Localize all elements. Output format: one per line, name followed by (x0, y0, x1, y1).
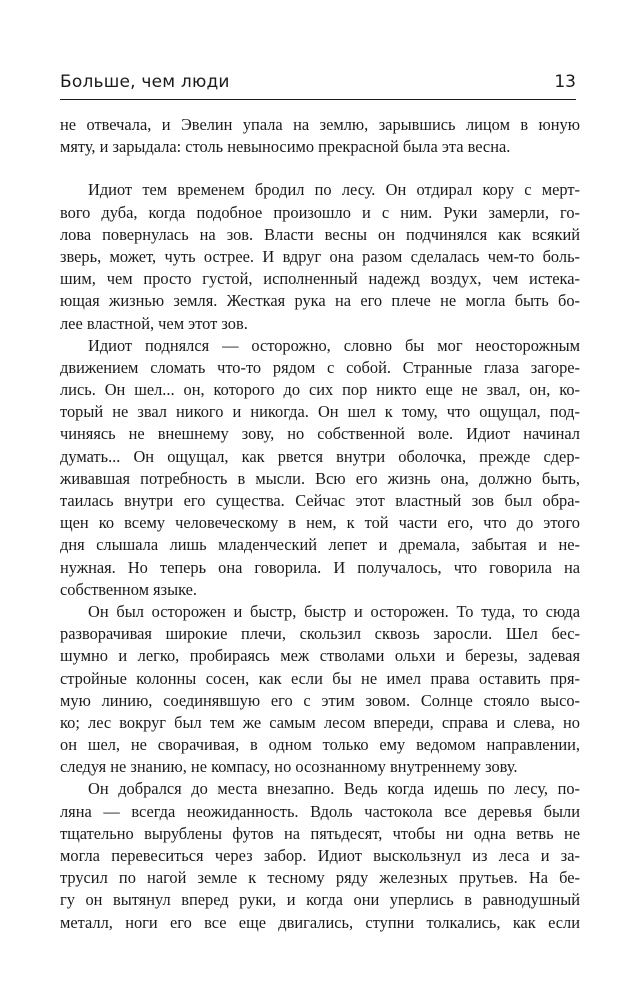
text-line: не отвечала, и Эвелин упала на землю, зарывшись лицом в юную (60, 115, 580, 134)
running-head (60, 70, 576, 100)
text-line: Идиот тем временем бродил по лесу. Он отдирал кору с мерт- (88, 180, 580, 200)
text-line: гу он вытянул вперед руки, и когда они уперлись в равнодушный (60, 890, 580, 910)
body-text (60, 114, 580, 934)
text-line: ющая жизнью земля. Жесткая рука на его плече не могла быть бо- (60, 291, 580, 311)
text-line: следуя не знанию, не компасу, но осознанному внутреннему зову. (60, 757, 518, 777)
text-line: могла перевеситься через забор. Идиот выскользнул из леса и за- (60, 846, 580, 865)
text-line: таилась внутри его существа. Сейчас этот властный зов был обра- (60, 491, 580, 510)
text-line: вого дуба, когда подобное произошло и с ним. Руки замерли, го- (60, 202, 580, 222)
text-line: зверь, может, чуть острее. И вдруг она разом сделалась чем-то боль- (60, 246, 580, 266)
text-line: стройные колонны сосен, как если бы не имел права оставить пря- (60, 668, 580, 688)
paragraph-continuation (60, 114, 580, 158)
text-line: торый не звал никого и никогда. Он шел к тому, что ощущал, под- (60, 402, 580, 422)
text-line: он шел, не сворачивая, в одном только ему ведомом направлении, (60, 735, 580, 755)
text-line: чиняясь не внешнему зову, но собственной воле. Идиот начинал (60, 424, 580, 444)
header-divider (60, 99, 576, 100)
running-title: Больше, чем люди (60, 72, 230, 92)
text-line: лись. Он шел... он, которого до сих пор никто еще не звал, он, ко- (60, 380, 580, 400)
text-line: лова повернулась на зов. Власти весны он подчинялся как всякий (60, 224, 580, 244)
text-line: металл, ноги его все еще двигались, ступни толкались, как если (60, 912, 580, 932)
text-line: мяту, и зарыдала: столь невыносимо прекрасной была эта весна. (60, 137, 511, 157)
text-line: шим, чем просто густой, исполненный надежд воздух, чем истека- (60, 269, 580, 289)
text-line: разворачивая широкие плечи, скользил сквозь заросли. Шел бес- (60, 624, 580, 644)
text-line: щен ко всему человеческому в нем, к той части его, что до этого (60, 513, 580, 533)
paragraph (60, 778, 580, 933)
text-line: шумно и легко, пробираясь меж стволами ольхи и березы, задевая (60, 646, 580, 666)
text-line: мую линию, соединявшую его с этим зовом. Солнце стояло высо- (60, 690, 580, 710)
paragraph (60, 335, 580, 601)
text-line: трусил по нагой земле к тесному ряду железных прутьев. На бе- (60, 868, 580, 888)
text-line: живавшая потребность в мысли. Всю его жизнь она, должно быть, (60, 468, 580, 488)
paragraph (60, 601, 580, 779)
text-line: собственном языке. (60, 579, 198, 599)
paragraph (60, 179, 580, 334)
page-number: 13 (554, 72, 576, 92)
text-line: Идиот поднялся — осторожно, словно бы мог неосторожным (88, 335, 580, 355)
text-line: дня слышала лишь младенческий лепет и дремала, забытая и не- (60, 535, 580, 555)
text-line: тщательно вырублены футов на пятьдесят, чтобы ни одна ветвь не (60, 823, 580, 843)
text-line: лее властной, чем этот зов. (60, 313, 248, 333)
text-line: ляна — всегда неожиданность. Вдоль частокола все деревья были (60, 801, 580, 821)
text-line: движением сломать что-то рядом с собой. Странные глаза загоре- (60, 357, 580, 377)
text-line: нужная. Но теперь она говорила. И получалось, что говорила на (60, 557, 580, 577)
text-line: ко; лес вокруг был тем же самым лесом впереди, справа и слева, но (60, 712, 580, 732)
text-line: думать... Он ощущал, как рвется внутри оболочка, прежде сдер- (60, 446, 580, 466)
section-break (60, 158, 580, 179)
text-line: Он был осторожен и быстр, быстр и осторожен. То туда, то сюда (88, 601, 580, 621)
text-line: Он добрался до места внезапно. Ведь когда идешь по лесу, по- (88, 779, 580, 799)
